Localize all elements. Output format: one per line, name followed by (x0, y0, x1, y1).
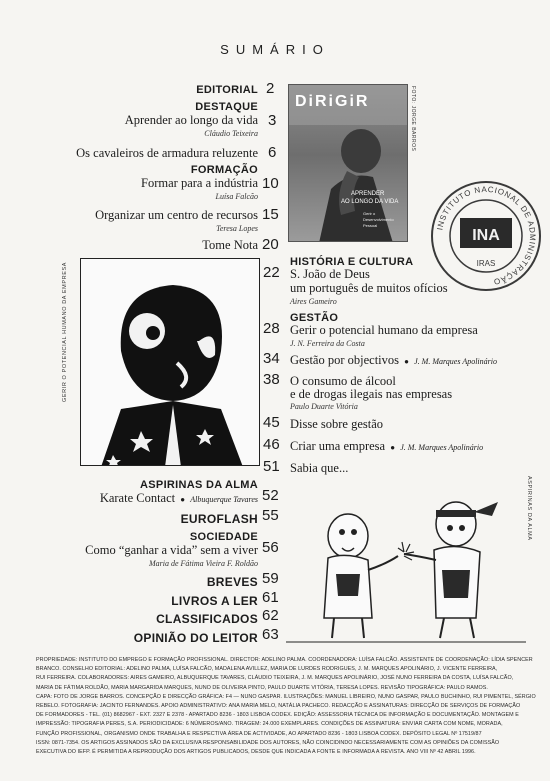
entry-author-lopes: Teresa Lopes (216, 224, 258, 233)
cover-image (288, 84, 408, 242)
colophon-line-9: FUNÇÃO PROFISSIONAL, ORGANISMO ONDE TRABALHA E RESPECTIVA ÁREA DE ACTIVIDADE, AO APARTADO 8236 - 1803 LISBOA CODEX. DEPÓSITO LEGAL Nº 17519/87 (36, 730, 482, 737)
entry-author-falcao: Luísa Falcão (215, 192, 258, 201)
page-number-objectivos: 34 (263, 350, 280, 367)
page-number-karate: 52 (262, 487, 279, 504)
page-number-cavaleiros: 6 (268, 144, 277, 161)
entry-author-tavares: Albuquerque Tavares (190, 495, 258, 504)
page-number-breves: 59 (262, 570, 279, 587)
cartoon-side-label: ASPIRINAS DA ALMA (526, 476, 532, 541)
section-breves: BREVES (206, 575, 258, 589)
page-number-criar: 46 (263, 436, 280, 453)
colophon-line-4: MARIA DE FÁTIMA ROLDÃO, MARIA MARGARIDA MARQUES, NUNO DE OLIVEIRA PINTO, PAULO DUARTE VITÓRIA, TERESA LOPES. REVISÃO TIPOGRÁFICA: PAULO RAMOS. (36, 684, 488, 691)
page-number-opiniao: 63 (262, 626, 279, 643)
entry-author-roldao: Maria de Fátima Vieira F. Roldão (148, 559, 258, 568)
section-euroflash: EUROFLASH (180, 512, 258, 526)
entry-title-disse: Disse sobre gestão (290, 417, 384, 431)
section-formacao: FORMAÇÃO (190, 164, 258, 176)
colophon-line-2: BRANCO. CONSELHO EDITORIAL: ADELINO PALMA, LUÍSA FALCÃO, MADALENA AVILLEZ, MARIA DE LURDES RODRIGUES, J. M. MARQUES APOLINÁRIO, J. VICENTE FERREIRA, (36, 666, 498, 673)
entry-title-objectivos: Gestão por objectivos (290, 353, 400, 367)
entry-title-portugues: um português de muitos ofícios (290, 281, 448, 295)
karate-cartoon (286, 478, 526, 648)
cover-headline-1: APRENDER (351, 191, 385, 197)
page-number-classificados: 62 (262, 607, 279, 624)
cover-small-1: Gerir o (363, 211, 376, 216)
colophon-line-11: EXECUTIVA DO IEFP. É PERMITIDA A REPRODUÇÃO DOS ARTIGOS PUBLICADOS, DESDE QUE INDICADA A FONTE E INFORMADA A REVISTA. ANO VIII Nº 42 ABRIL 1996. (36, 749, 476, 756)
entry-title-formar: Formar para a indústria (141, 176, 258, 190)
page-number-tome-nota: 20 (262, 236, 279, 253)
page-title: SUMÁRIO (220, 42, 330, 57)
entry-title-aprender: Aprender ao longo da vida (124, 113, 258, 127)
section-gestao: GESTÃO (290, 312, 339, 324)
cover-logo: DiRiGiR (295, 93, 370, 110)
face-illustration (81, 259, 260, 466)
page-number-organizar: 15 (262, 206, 279, 223)
colophon (36, 656, 536, 757)
entry-title-sabia: Sabia que... (290, 461, 349, 475)
colophon-line-10: ISSN: 0871-7354. OS ARTIGOS ASSINADOS SÃO DA EXCLUSIVA RESPONSABILIDADE DOS AUTORES, NÃO COINCIDINDO NECESSARIAMENTE COM AS OPINIÕES DA COMISSÃO (36, 739, 500, 746)
colophon-line-8: IMPRESSÃO: TIPOGRAFIA PERES, S.A. PERIODICIDADE: 6 NÚMEROS/ANO. TIRAGEM: 24.000 EXEMPLARES. CONDIÇÕES DE ASSINATURA: ENVIAR CARTA COM NOME, MORADA, (36, 721, 503, 728)
page-number-euroflash: 55 (262, 507, 279, 524)
entry-author-gameiro: Aires Gameiro (290, 297, 337, 306)
entry-title-joao: S. João de Deus (290, 267, 370, 281)
colophon-line-1: PROPRIEDADE: INSTITUTO DO EMPREGO E FORMAÇÃO PROFISSIONAL. DIRECTOR: ADELINO PALMA. COORDENADORA: LUÍSA FALCÃO. ASSISTENTE DE COORDENAÇÃO: LÍDIA SPENCER (36, 657, 533, 663)
page-number-editorial: 2 (266, 80, 275, 97)
section-aspirinas: ASPIRINAS DA ALMA (140, 479, 258, 491)
stamp-ring-text: INSTITUTO NACIONAL DE ADMINISTRAÇÃO (435, 184, 538, 287)
entry-title-cavaleiros: Os cavaleiros de armadura reluzente (76, 146, 258, 160)
section-classificados: CLASSIFICADOS (156, 612, 258, 626)
section-opiniao: OPINIÃO DO LEITOR (133, 631, 258, 645)
page-number-disse: 45 (263, 414, 280, 431)
entry-title-organizar: Organizar um centro de recursos (95, 208, 258, 222)
stamp-bottom: IRAS (476, 259, 496, 268)
page-number-alcool: 38 (263, 371, 280, 388)
entry-title-alcool-2: e de drogas ilegais nas empresas (290, 387, 453, 401)
page-number-ganhar: 56 (262, 539, 279, 556)
entry-objectivos: Gestão por objectivos ● J. M. Marques Apolinário (290, 353, 497, 367)
section-destaque: DESTAQUE (195, 101, 258, 113)
page-number-historia: 22 (263, 264, 280, 281)
page-number-gestao: 28 (263, 320, 280, 337)
page-number-sabia: 51 (263, 458, 280, 475)
entry-criar: Criar uma empresa ● J. M. Marques Apolinário (290, 439, 484, 453)
cover-headline-2: AO LONGO DA VIDA (341, 199, 399, 205)
entry-title-karate: Karate Contact (99, 491, 176, 505)
entry-title-ganhar: Como “ganhar a vida” sem a viver (85, 543, 258, 557)
page-number-aprender: 3 (268, 112, 277, 129)
colophon-line-6: REBELO. FOTOGRAFIA: JACINTO FERNANDES. APOIO ADMINISTRATIVO: ANA MARIA MELO, NATÁLIA PACHECO. REDACÇÃO E ASSINATURAS: DIRECÇÃO DE SERVIÇOS DE FORMAÇÃO (36, 703, 521, 710)
illustration-side-label: GERIR O POTENCIAL HUMANO DA EMPRESA (62, 262, 68, 402)
illustration-frame (80, 258, 260, 466)
entry-author-costa: J. N. Ferreira da Costa (290, 339, 365, 348)
entry-author-vitoria: Paulo Duarte Vitória (290, 402, 358, 411)
entry-title-criar: Criar uma empresa (290, 439, 386, 453)
cover-small-3: Pessoal (363, 223, 378, 228)
section-livros: LIVROS A LER (171, 594, 258, 608)
colophon-line-3: RUI FERREIRA. COLABORADORES: AIRES GAMEIRO, ALBUQUERQUE TAVARES, CLÁUDIO TEIXEIRA, J. M. MARQUES APOLINÁRIO, JOSÉ NUNO FERREIRA DA COSTA, LUÍSA FALCÃO, (36, 675, 514, 682)
entry-karate: Karate Contact ● Albuquerque Tavares (99, 491, 258, 505)
section-historia: HISTÓRIA E CULTURA (290, 256, 414, 268)
section-sociedade: SOCIEDADE (189, 531, 258, 543)
page-number-livros: 61 (262, 589, 279, 606)
entry-title-alcool-1: O consumo de álcool (290, 374, 396, 388)
stamp-seal (428, 178, 544, 294)
entry-author-teixeira: Cláudio Teixeira (204, 129, 258, 138)
page-number-formar: 10 (262, 175, 279, 192)
cover-small-2: Desenvolvimento (363, 217, 394, 222)
entry-author-apolinario-1: J. M. Marques Apolinário (414, 357, 497, 366)
svg-text:INA: INA (472, 227, 500, 244)
entry-author-apolinario-2: J. M. Marques Apolinário (400, 443, 484, 452)
entry-title-potencial: Gerir o potencial humano da empresa (290, 323, 478, 337)
colophon-line-7: DE FORMADORES - TEL. (01) 8682967 - EXT. 2327 E 2378 - APARTADO 8236 - 1803 LISBOA CODEX. EDIÇÃO: ASSESSORIA TÉCNICA DE INFORMAÇÃO E DOCUMENTAÇÃO. MONTAGEM E (36, 712, 519, 719)
section-editorial: EDITORIAL (196, 84, 258, 96)
entry-title-tome-nota: Tome Nota (202, 238, 258, 252)
cover-credit: FOTO: JORGE BARROS (410, 86, 416, 152)
colophon-line-5: CAPA: FOTO DE JORGE BARROS. CONCEPÇÃO E DIRECÇÃO GRÁFICA: F4 — NUNO GASPAR. ILUSTRAÇÕES: MANUEL LIBREIRO, NUNO GASPAR, PAULO BUCHINHO, RUI PIMENTEL, SÉRGIO (36, 693, 536, 700)
